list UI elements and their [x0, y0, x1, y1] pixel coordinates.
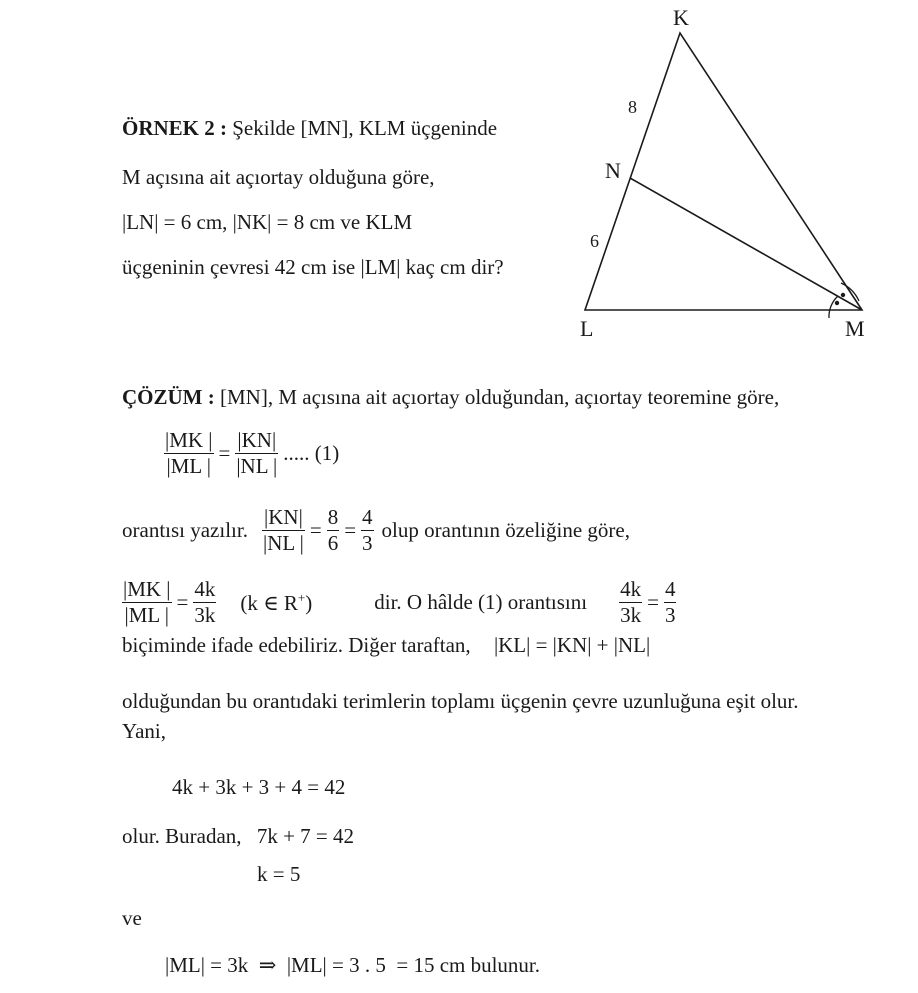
label-length-ln: 6 [590, 231, 599, 251]
solution-line-8: ve [122, 906, 142, 930]
condition-k: (k ∈ R+) [240, 589, 313, 615]
fraction-4k-3k: $\frac{4k}{3k}$ [194, 577, 216, 627]
example-label: ÖRNEK 2 : [122, 116, 227, 140]
fraction-mk-ml: $\frac{|MK |}{|ML |}$ [165, 428, 213, 478]
label-l: L [580, 316, 594, 341]
fraction-4k-3k-2: $\frac{4k}{3k}$ [620, 577, 642, 627]
equation-7: k = 5 [257, 862, 301, 886]
solution-intro: [MN], M açısına ait açıortay olduğundan, açıortay teoremine göre, [220, 385, 780, 409]
solution-line-4: biçiminde ifade edebiliriz. Diğer taraftan, |KL| = |KN| + |NL| [122, 633, 651, 657]
label-k: K [673, 5, 689, 30]
example-line-1 [122, 116, 497, 141]
fraction-mk-ml-2: $\frac{|MK |}{|ML |}$ [123, 577, 171, 627]
equation-1: $\frac{|MK |}{|ML |}$ = $\frac{|KN|}{|NL |}$ ..... (1) [165, 428, 340, 478]
example-line-2: M açısına ait açıortay olduğuna göre, [122, 165, 435, 189]
equation-6: 7k + 7 = 42 [256, 824, 354, 848]
example-line-4: üçgeninin çevresi 42 cm ise |LM| kaç cm dir? [122, 255, 504, 279]
solution-line-6: Yani, [122, 719, 166, 743]
label-n: N [605, 158, 621, 183]
fraction-4-3: $\frac{4}{3}$ [362, 505, 373, 555]
solution-line-7: olur. Buradan, 7k + 7 = 42 [122, 824, 354, 848]
bisector-mn [630, 178, 862, 310]
label-m: M [845, 316, 865, 341]
solution-label: ÇÖZÜM : [122, 385, 215, 409]
fraction-kn-nl-2: $\frac{|KN|}{|NL |}$ [262, 505, 304, 555]
equation-tag: ..... (1) [283, 441, 340, 465]
solution-line-1 [122, 385, 779, 410]
equation-8: |ML| = 3k ⇒ |ML| = 3 . 5 = 15 cm bulunur. [165, 953, 541, 977]
angle-dot-lower [835, 301, 839, 305]
solution-line-2: orantısı yazılır. $\frac{|KN|}{|NL |}$ = $\frac{8}{6}$ = $\frac{4}{3}$ olup orantının özeliğine göre, [122, 505, 630, 555]
kl-equation: |KL| = |KN| + |NL| [493, 633, 651, 657]
solution-line-5: olduğundan bu orantıdaki terimlerin toplamı üçgenin çevre uzunluğuna eşit olur. [122, 689, 799, 713]
equation-5: 4k + 3k + 3 + 4 = 42 [172, 775, 346, 799]
solution-line-3: $\frac{|MK |}{|ML |}$ = $\frac{4k}{3k}$ (k ∈ R+) dir. O hâlde (1) orantısını $\frac{4k}{3k}$ = $\frac{4}{3}$ [123, 577, 676, 627]
fraction-4-3-2: $\frac{4}{3}$ [664, 577, 676, 627]
angle-dot-upper [841, 293, 845, 297]
triangle-figure [560, 0, 880, 350]
fraction-8-6: $\frac{8}{6}$ [327, 505, 339, 555]
example-line-3: |LN| = 6 cm, |NK| = 8 cm ve KLM [122, 210, 413, 234]
angle-arc-lower [829, 296, 838, 318]
label-length-nk: 8 [628, 97, 637, 117]
example-text-1: Şekilde [MN], KLM üçgeninde [232, 116, 498, 140]
fraction-kn-nl: $\frac{|KN|}{|NL |}$ [236, 428, 278, 478]
triangle-klm [585, 33, 862, 310]
